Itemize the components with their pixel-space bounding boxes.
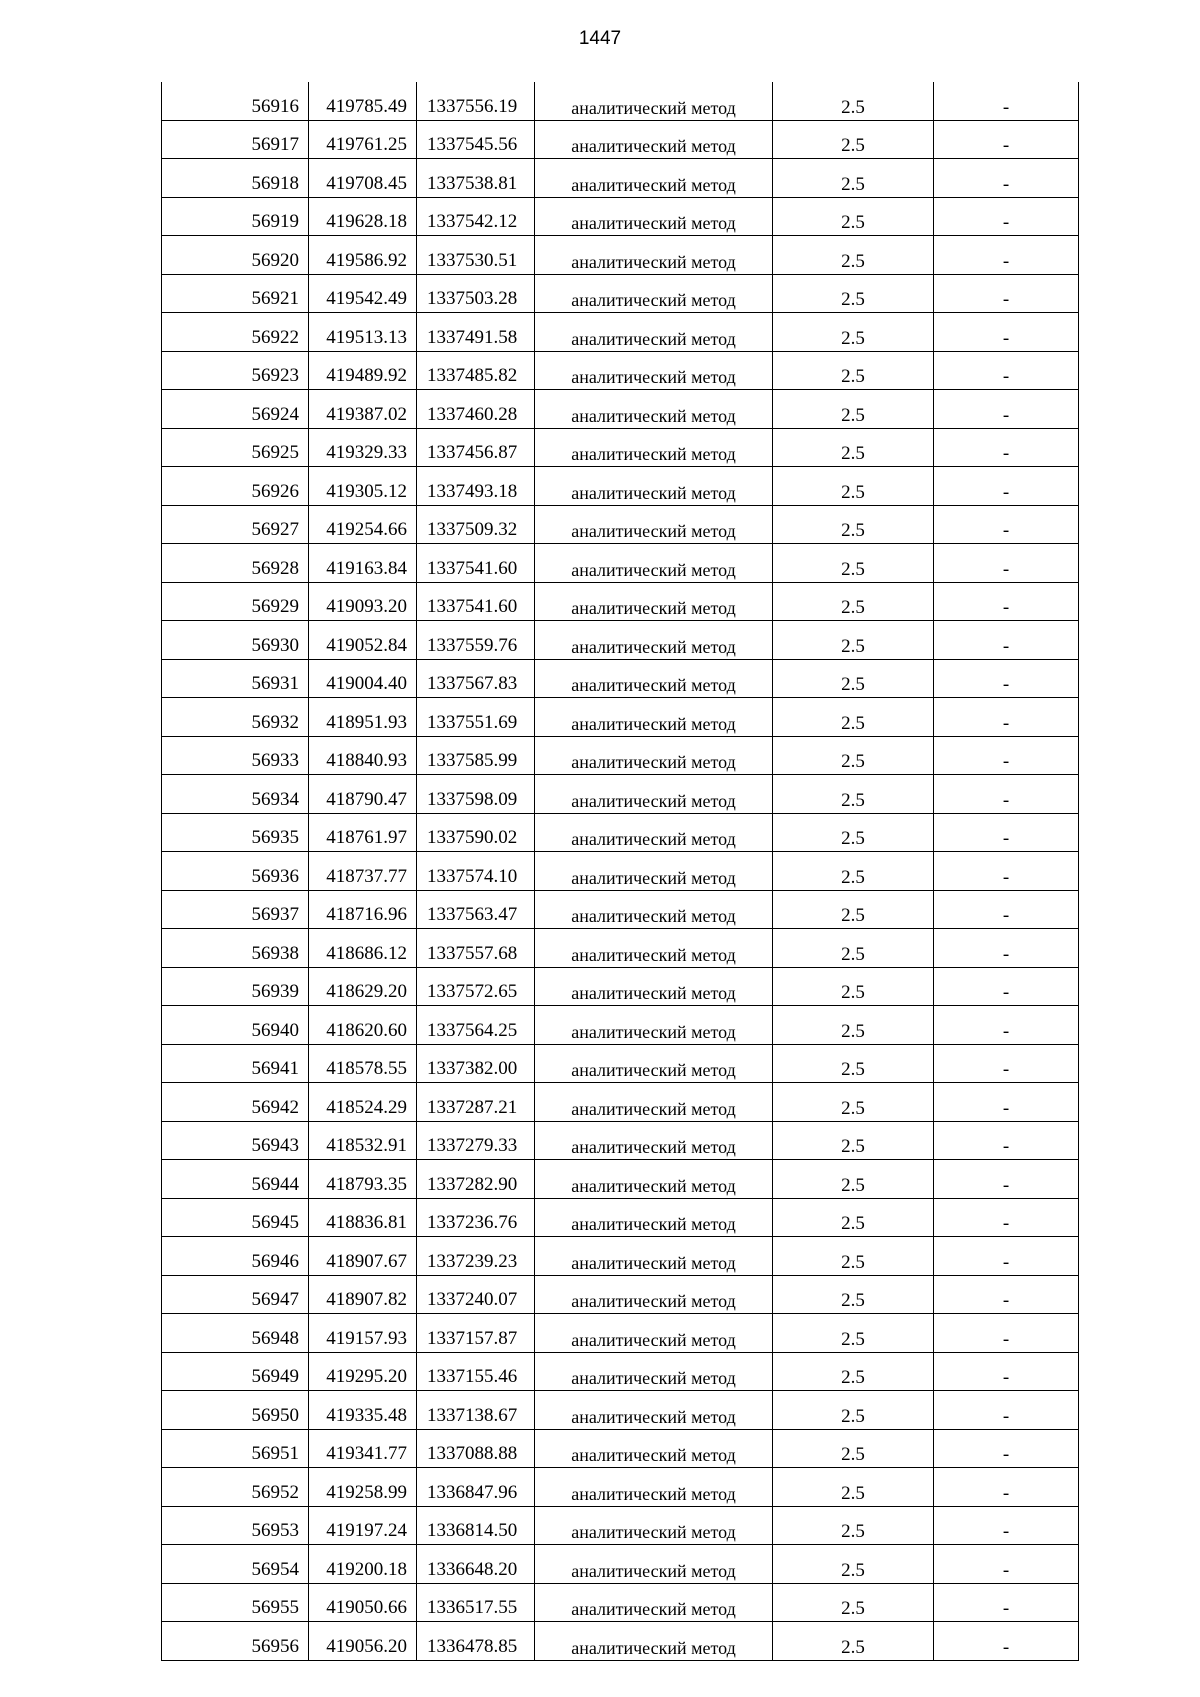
- x-coordinate-cell: 419586.92: [309, 236, 417, 275]
- accuracy-cell: 2.5: [773, 1429, 934, 1468]
- point-number-cell: 56929: [162, 582, 309, 621]
- y-coordinate-cell: 1337564.25: [417, 1006, 535, 1045]
- note-cell: -: [934, 1429, 1079, 1468]
- x-coordinate-cell: 418907.67: [309, 1237, 417, 1276]
- point-number-cell: 56945: [162, 1198, 309, 1237]
- method-cell: аналитический метод: [535, 736, 773, 775]
- note-cell: -: [934, 197, 1079, 236]
- method-cell: аналитический метод: [535, 428, 773, 467]
- method-cell: аналитический метод: [535, 1391, 773, 1430]
- table-row: [162, 890, 1079, 929]
- note-cell: -: [934, 274, 1079, 313]
- x-coordinate-cell: 419628.18: [309, 197, 417, 236]
- coordinates-table: [161, 82, 1079, 1661]
- table-row: [162, 1429, 1079, 1468]
- method-cell: аналитический метод: [535, 1160, 773, 1199]
- accuracy-cell: 2.5: [773, 120, 934, 159]
- note-cell: -: [934, 428, 1079, 467]
- note-cell: -: [934, 813, 1079, 852]
- x-coordinate-cell: 418620.60: [309, 1006, 417, 1045]
- accuracy-cell: 2.5: [773, 736, 934, 775]
- note-cell: -: [934, 1314, 1079, 1353]
- method-cell: аналитический метод: [535, 1314, 773, 1353]
- x-coordinate-cell: 419708.45: [309, 159, 417, 198]
- method-cell: аналитический метод: [535, 698, 773, 737]
- accuracy-cell: 2.5: [773, 505, 934, 544]
- accuracy-cell: 2.5: [773, 890, 934, 929]
- point-number-cell: 56927: [162, 505, 309, 544]
- table-row: [162, 428, 1079, 467]
- accuracy-cell: 2.5: [773, 1237, 934, 1276]
- point-number-cell: 56936: [162, 852, 309, 891]
- table-row: [162, 736, 1079, 775]
- y-coordinate-cell: 1337157.87: [417, 1314, 535, 1353]
- note-cell: -: [934, 82, 1079, 120]
- point-number-cell: 56937: [162, 890, 309, 929]
- y-coordinate-cell: 1337530.51: [417, 236, 535, 275]
- x-coordinate-cell: 419542.49: [309, 274, 417, 313]
- note-cell: -: [934, 1044, 1079, 1083]
- x-coordinate-cell: 418790.47: [309, 775, 417, 814]
- point-number-cell: 56942: [162, 1083, 309, 1122]
- x-coordinate-cell: 419341.77: [309, 1429, 417, 1468]
- table-row: [162, 967, 1079, 1006]
- accuracy-cell: 2.5: [773, 929, 934, 968]
- point-number-cell: 56939: [162, 967, 309, 1006]
- point-number-cell: 56956: [162, 1622, 309, 1661]
- method-cell: аналитический метод: [535, 1506, 773, 1545]
- x-coordinate-cell: 419050.66: [309, 1583, 417, 1622]
- note-cell: -: [934, 890, 1079, 929]
- method-cell: аналитический метод: [535, 390, 773, 429]
- y-coordinate-cell: 1337382.00: [417, 1044, 535, 1083]
- x-coordinate-cell: 418524.29: [309, 1083, 417, 1122]
- x-coordinate-cell: 419056.20: [309, 1622, 417, 1661]
- method-cell: аналитический метод: [535, 929, 773, 968]
- accuracy-cell: 2.5: [773, 1006, 934, 1045]
- note-cell: -: [934, 1275, 1079, 1314]
- method-cell: аналитический метод: [535, 659, 773, 698]
- method-cell: аналитический метод: [535, 1545, 773, 1584]
- table-row: [162, 1352, 1079, 1391]
- x-coordinate-cell: 418686.12: [309, 929, 417, 968]
- table-row: [162, 236, 1079, 275]
- method-cell: аналитический метод: [535, 621, 773, 660]
- note-cell: -: [934, 1198, 1079, 1237]
- accuracy-cell: 2.5: [773, 852, 934, 891]
- x-coordinate-cell: 419200.18: [309, 1545, 417, 1584]
- method-cell: аналитический метод: [535, 236, 773, 275]
- note-cell: -: [934, 120, 1079, 159]
- method-cell: аналитический метод: [535, 1237, 773, 1276]
- accuracy-cell: 2.5: [773, 428, 934, 467]
- note-cell: -: [934, 1121, 1079, 1160]
- note-cell: -: [934, 159, 1079, 198]
- accuracy-cell: 2.5: [773, 1314, 934, 1353]
- note-cell: -: [934, 698, 1079, 737]
- method-cell: аналитический метод: [535, 1622, 773, 1661]
- accuracy-cell: 2.5: [773, 1275, 934, 1314]
- note-cell: -: [934, 1391, 1079, 1430]
- point-number-cell: 56940: [162, 1006, 309, 1045]
- note-cell: -: [934, 1006, 1079, 1045]
- y-coordinate-cell: 1337503.28: [417, 274, 535, 313]
- accuracy-cell: 2.5: [773, 1506, 934, 1545]
- accuracy-cell: 2.5: [773, 967, 934, 1006]
- y-coordinate-cell: 1337538.81: [417, 159, 535, 198]
- table-row: [162, 1583, 1079, 1622]
- x-coordinate-cell: 419329.33: [309, 428, 417, 467]
- x-coordinate-cell: 419052.84: [309, 621, 417, 660]
- accuracy-cell: 2.5: [773, 544, 934, 583]
- y-coordinate-cell: 1336478.85: [417, 1622, 535, 1661]
- note-cell: -: [934, 351, 1079, 390]
- x-coordinate-cell: 418840.93: [309, 736, 417, 775]
- table-row: [162, 813, 1079, 852]
- accuracy-cell: 2.5: [773, 621, 934, 660]
- note-cell: -: [934, 582, 1079, 621]
- x-coordinate-cell: 419335.48: [309, 1391, 417, 1430]
- point-number-cell: 56926: [162, 467, 309, 506]
- method-cell: аналитический метод: [535, 1275, 773, 1314]
- note-cell: -: [934, 313, 1079, 352]
- method-cell: аналитический метод: [535, 467, 773, 506]
- point-number-cell: 56950: [162, 1391, 309, 1430]
- table-row: [162, 775, 1079, 814]
- y-coordinate-cell: 1337287.21: [417, 1083, 535, 1122]
- y-coordinate-cell: 1337138.67: [417, 1391, 535, 1430]
- point-number-cell: 56922: [162, 313, 309, 352]
- accuracy-cell: 2.5: [773, 1083, 934, 1122]
- method-cell: аналитический метод: [535, 775, 773, 814]
- accuracy-cell: 2.5: [773, 698, 934, 737]
- method-cell: аналитический метод: [535, 197, 773, 236]
- method-cell: аналитический метод: [535, 1352, 773, 1391]
- y-coordinate-cell: 1337572.65: [417, 967, 535, 1006]
- method-cell: аналитический метод: [535, 313, 773, 352]
- note-cell: -: [934, 736, 1079, 775]
- method-cell: аналитический метод: [535, 1468, 773, 1507]
- point-number-cell: 56925: [162, 428, 309, 467]
- table-row: [162, 659, 1079, 698]
- y-coordinate-cell: 1337240.07: [417, 1275, 535, 1314]
- coordinates-table-container: [161, 82, 1078, 1661]
- x-coordinate-cell: 418761.97: [309, 813, 417, 852]
- x-coordinate-cell: 419295.20: [309, 1352, 417, 1391]
- table-row: [162, 1545, 1079, 1584]
- y-coordinate-cell: 1337485.82: [417, 351, 535, 390]
- accuracy-cell: 2.5: [773, 582, 934, 621]
- x-coordinate-cell: 418629.20: [309, 967, 417, 1006]
- table-row: [162, 120, 1079, 159]
- y-coordinate-cell: 1337088.88: [417, 1429, 535, 1468]
- table-row: [162, 1083, 1079, 1122]
- table-row: [162, 467, 1079, 506]
- y-coordinate-cell: 1337509.32: [417, 505, 535, 544]
- table-row: [162, 929, 1079, 968]
- table-row: [162, 544, 1079, 583]
- table-row: [162, 1468, 1079, 1507]
- accuracy-cell: 2.5: [773, 1622, 934, 1661]
- method-cell: аналитический метод: [535, 82, 773, 120]
- point-number-cell: 56933: [162, 736, 309, 775]
- note-cell: -: [934, 1160, 1079, 1199]
- accuracy-cell: 2.5: [773, 1160, 934, 1199]
- note-cell: -: [934, 505, 1079, 544]
- method-cell: аналитический метод: [535, 890, 773, 929]
- table-row: [162, 1622, 1079, 1661]
- note-cell: -: [934, 967, 1079, 1006]
- x-coordinate-cell: 419093.20: [309, 582, 417, 621]
- accuracy-cell: 2.5: [773, 390, 934, 429]
- note-cell: -: [934, 929, 1079, 968]
- accuracy-cell: 2.5: [773, 813, 934, 852]
- method-cell: аналитический метод: [535, 1083, 773, 1122]
- table-row: [162, 82, 1079, 120]
- point-number-cell: 56924: [162, 390, 309, 429]
- y-coordinate-cell: 1337460.28: [417, 390, 535, 429]
- table-row: [162, 1391, 1079, 1430]
- accuracy-cell: 2.5: [773, 1468, 934, 1507]
- table-row: [162, 505, 1079, 544]
- y-coordinate-cell: 1337574.10: [417, 852, 535, 891]
- method-cell: аналитический метод: [535, 505, 773, 544]
- table-row: [162, 1160, 1079, 1199]
- accuracy-cell: 2.5: [773, 274, 934, 313]
- y-coordinate-cell: 1337279.33: [417, 1121, 535, 1160]
- table-row: [162, 1314, 1079, 1353]
- table-row: [162, 582, 1079, 621]
- point-number-cell: 56955: [162, 1583, 309, 1622]
- point-number-cell: 56938: [162, 929, 309, 968]
- table-row: [162, 197, 1079, 236]
- accuracy-cell: 2.5: [773, 1352, 934, 1391]
- table-row: [162, 390, 1079, 429]
- method-cell: аналитический метод: [535, 544, 773, 583]
- note-cell: -: [934, 1545, 1079, 1584]
- method-cell: аналитический метод: [535, 1583, 773, 1622]
- method-cell: аналитический метод: [535, 351, 773, 390]
- y-coordinate-cell: 1337556.19: [417, 82, 535, 120]
- table-row: [162, 274, 1079, 313]
- point-number-cell: 56947: [162, 1275, 309, 1314]
- y-coordinate-cell: 1337545.56: [417, 120, 535, 159]
- method-cell: аналитический метод: [535, 120, 773, 159]
- accuracy-cell: 2.5: [773, 1121, 934, 1160]
- table-row: [162, 852, 1079, 891]
- point-number-cell: 56930: [162, 621, 309, 660]
- note-cell: -: [934, 236, 1079, 275]
- x-coordinate-cell: 419258.99: [309, 1468, 417, 1507]
- point-number-cell: 56918: [162, 159, 309, 198]
- point-number-cell: 56917: [162, 120, 309, 159]
- note-cell: -: [934, 544, 1079, 583]
- table-row: [162, 1237, 1079, 1276]
- point-number-cell: 56935: [162, 813, 309, 852]
- point-number-cell: 56954: [162, 1545, 309, 1584]
- method-cell: аналитический метод: [535, 852, 773, 891]
- y-coordinate-cell: 1337155.46: [417, 1352, 535, 1391]
- point-number-cell: 56948: [162, 1314, 309, 1353]
- point-number-cell: 56923: [162, 351, 309, 390]
- method-cell: аналитический метод: [535, 813, 773, 852]
- x-coordinate-cell: 418578.55: [309, 1044, 417, 1083]
- y-coordinate-cell: 1337493.18: [417, 467, 535, 506]
- y-coordinate-cell: 1337563.47: [417, 890, 535, 929]
- x-coordinate-cell: 419305.12: [309, 467, 417, 506]
- point-number-cell: 56919: [162, 197, 309, 236]
- note-cell: -: [934, 775, 1079, 814]
- y-coordinate-cell: 1336847.96: [417, 1468, 535, 1507]
- y-coordinate-cell: 1337541.60: [417, 544, 535, 583]
- accuracy-cell: 2.5: [773, 82, 934, 120]
- y-coordinate-cell: 1337557.68: [417, 929, 535, 968]
- page-number: 1447: [578, 28, 622, 49]
- note-cell: -: [934, 1583, 1079, 1622]
- point-number-cell: 56953: [162, 1506, 309, 1545]
- note-cell: -: [934, 1468, 1079, 1507]
- y-coordinate-cell: 1337541.60: [417, 582, 535, 621]
- note-cell: -: [934, 1352, 1079, 1391]
- accuracy-cell: 2.5: [773, 351, 934, 390]
- accuracy-cell: 2.5: [773, 1583, 934, 1622]
- point-number-cell: 56944: [162, 1160, 309, 1199]
- table-row: [162, 351, 1079, 390]
- point-number-cell: 56952: [162, 1468, 309, 1507]
- y-coordinate-cell: 1337491.58: [417, 313, 535, 352]
- x-coordinate-cell: 418532.91: [309, 1121, 417, 1160]
- accuracy-cell: 2.5: [773, 659, 934, 698]
- method-cell: аналитический метод: [535, 1121, 773, 1160]
- point-number-cell: 56951: [162, 1429, 309, 1468]
- note-cell: -: [934, 852, 1079, 891]
- table-row: [162, 1198, 1079, 1237]
- table-row: [162, 1006, 1079, 1045]
- table-row: [162, 159, 1079, 198]
- x-coordinate-cell: 419004.40: [309, 659, 417, 698]
- accuracy-cell: 2.5: [773, 313, 934, 352]
- note-cell: -: [934, 621, 1079, 660]
- accuracy-cell: 2.5: [773, 467, 934, 506]
- x-coordinate-cell: 418793.35: [309, 1160, 417, 1199]
- y-coordinate-cell: 1337585.99: [417, 736, 535, 775]
- accuracy-cell: 2.5: [773, 236, 934, 275]
- point-number-cell: 56928: [162, 544, 309, 583]
- note-cell: -: [934, 390, 1079, 429]
- method-cell: аналитический метод: [535, 967, 773, 1006]
- point-number-cell: 56916: [162, 82, 309, 120]
- accuracy-cell: 2.5: [773, 1391, 934, 1430]
- accuracy-cell: 2.5: [773, 1545, 934, 1584]
- point-number-cell: 56946: [162, 1237, 309, 1276]
- table-row: [162, 621, 1079, 660]
- x-coordinate-cell: 419785.49: [309, 82, 417, 120]
- point-number-cell: 56921: [162, 274, 309, 313]
- y-coordinate-cell: 1337559.76: [417, 621, 535, 660]
- point-number-cell: 56943: [162, 1121, 309, 1160]
- note-cell: -: [934, 1083, 1079, 1122]
- x-coordinate-cell: 419513.13: [309, 313, 417, 352]
- x-coordinate-cell: 419761.25: [309, 120, 417, 159]
- x-coordinate-cell: 418836.81: [309, 1198, 417, 1237]
- y-coordinate-cell: 1337598.09: [417, 775, 535, 814]
- point-number-cell: 56932: [162, 698, 309, 737]
- note-cell: -: [934, 1506, 1079, 1545]
- point-number-cell: 56934: [162, 775, 309, 814]
- y-coordinate-cell: 1336648.20: [417, 1545, 535, 1584]
- method-cell: аналитический метод: [535, 1044, 773, 1083]
- x-coordinate-cell: 419254.66: [309, 505, 417, 544]
- note-cell: -: [934, 1237, 1079, 1276]
- x-coordinate-cell: 418737.77: [309, 852, 417, 891]
- point-number-cell: 56949: [162, 1352, 309, 1391]
- note-cell: -: [934, 659, 1079, 698]
- method-cell: аналитический метод: [535, 274, 773, 313]
- x-coordinate-cell: 418951.93: [309, 698, 417, 737]
- note-cell: -: [934, 467, 1079, 506]
- table-row: [162, 698, 1079, 737]
- point-number-cell: 56931: [162, 659, 309, 698]
- point-number-cell: 56920: [162, 236, 309, 275]
- y-coordinate-cell: 1337551.69: [417, 698, 535, 737]
- y-coordinate-cell: 1337239.23: [417, 1237, 535, 1276]
- method-cell: аналитический метод: [535, 159, 773, 198]
- x-coordinate-cell: 419387.02: [309, 390, 417, 429]
- y-coordinate-cell: 1337282.90: [417, 1160, 535, 1199]
- method-cell: аналитический метод: [535, 582, 773, 621]
- accuracy-cell: 2.5: [773, 159, 934, 198]
- method-cell: аналитический метод: [535, 1198, 773, 1237]
- y-coordinate-cell: 1336517.55: [417, 1583, 535, 1622]
- table-row: [162, 1121, 1079, 1160]
- y-coordinate-cell: 1337456.87: [417, 428, 535, 467]
- x-coordinate-cell: 419197.24: [309, 1506, 417, 1545]
- method-cell: аналитический метод: [535, 1429, 773, 1468]
- accuracy-cell: 2.5: [773, 775, 934, 814]
- y-coordinate-cell: 1337542.12: [417, 197, 535, 236]
- accuracy-cell: 2.5: [773, 1198, 934, 1237]
- point-number-cell: 56941: [162, 1044, 309, 1083]
- y-coordinate-cell: 1337567.83: [417, 659, 535, 698]
- x-coordinate-cell: 419489.92: [309, 351, 417, 390]
- method-cell: аналитический метод: [535, 1006, 773, 1045]
- table-row: [162, 313, 1079, 352]
- table-row: [162, 1506, 1079, 1545]
- accuracy-cell: 2.5: [773, 197, 934, 236]
- x-coordinate-cell: 419157.93: [309, 1314, 417, 1353]
- table-row: [162, 1044, 1079, 1083]
- x-coordinate-cell: 418907.82: [309, 1275, 417, 1314]
- y-coordinate-cell: 1337236.76: [417, 1198, 535, 1237]
- y-coordinate-cell: 1336814.50: [417, 1506, 535, 1545]
- table-row: [162, 1275, 1079, 1314]
- accuracy-cell: 2.5: [773, 1044, 934, 1083]
- x-coordinate-cell: 418716.96: [309, 890, 417, 929]
- x-coordinate-cell: 419163.84: [309, 544, 417, 583]
- y-coordinate-cell: 1337590.02: [417, 813, 535, 852]
- note-cell: -: [934, 1622, 1079, 1661]
- table-body: [162, 82, 1079, 1660]
